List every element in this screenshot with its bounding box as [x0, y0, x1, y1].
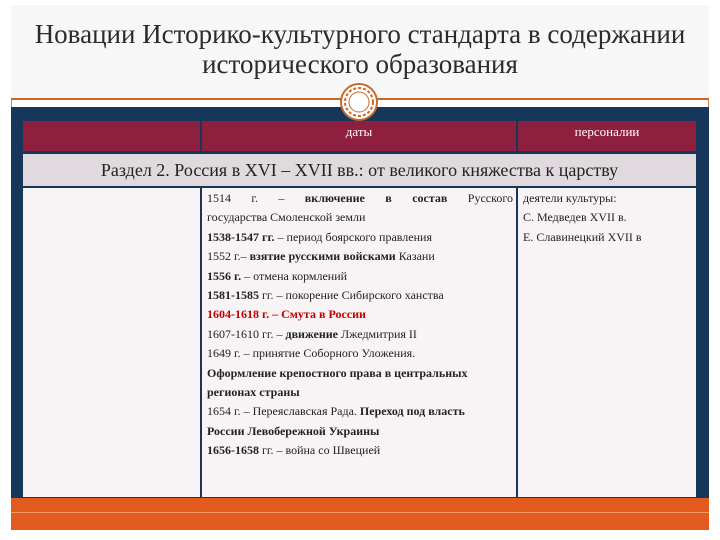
list-item: 1581-1585 гг. – покорение Сибирского ханства: [207, 288, 444, 303]
table-cell-empty: [23, 188, 200, 497]
header-cell-dates: даты: [202, 121, 516, 151]
slide-title-line-2: исторического образования: [202, 49, 518, 79]
list-item: 1656-1658 гг. – война со Швецией: [207, 443, 381, 458]
list-item: Оформление крепостного права в центральных: [207, 365, 468, 380]
list-item: деятели культуры:: [523, 191, 617, 205]
footer-bar: [11, 498, 709, 530]
list-item: регионах страны: [207, 385, 300, 400]
list-item: 1654 г. – Переяславская Рада. Переход под власть: [207, 404, 465, 419]
list-item: С. Медведев XVII в.: [523, 210, 627, 225]
footer-divider: [11, 512, 709, 513]
list-item: 1556 г. – отмена кормлений: [207, 268, 348, 283]
header-cell-empty: [23, 121, 200, 151]
header-cell-persons: персоналии: [518, 121, 696, 151]
list-item: России Левобережной Украины: [207, 423, 380, 438]
persons-list: [523, 189, 693, 247]
list-item: 1552 г.– взятие русскими войсками Казани: [207, 249, 435, 264]
list-item: 1514 г. – включение в состав Русского: [207, 191, 513, 205]
ornament-icon: [339, 82, 379, 122]
list-item: Е. Славинецкий XVII в: [523, 229, 642, 244]
slide-title-line-1: Новации Историко-культурного стандарта в содержании: [34, 19, 686, 49]
events-list: [207, 189, 513, 461]
list-item-highlight: 1604-1618 г. – Смута в России: [207, 307, 366, 322]
list-item: государства Смоленской земли: [207, 210, 366, 225]
section-row: Раздел 2. Россия в XVI – XVII вв.: от великого княжества к царству: [23, 154, 696, 186]
list-item: 1607-1610 гг. – движение Лжедмитрия II: [207, 326, 417, 341]
list-item: 1649 г. – принятие Соборного Уложения.: [207, 346, 416, 361]
list-item: 1538-1547 гг. – период боярского правления: [207, 229, 432, 244]
